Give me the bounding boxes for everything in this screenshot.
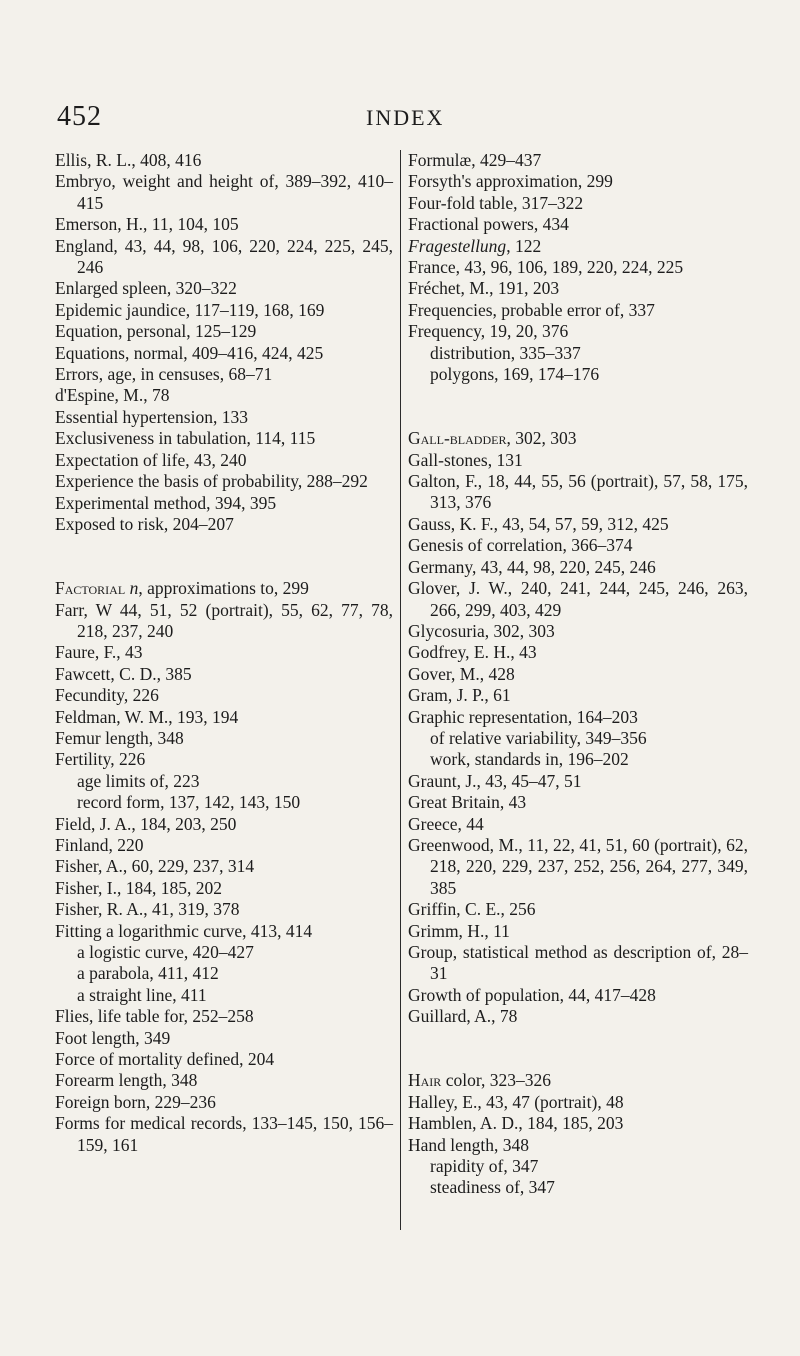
index-entry — [408, 707, 748, 728]
index-entry — [408, 278, 748, 299]
index-entry-text: Field, J. A., 184, 203, 250 — [55, 813, 237, 834]
index-entry — [408, 985, 748, 1006]
index-entry — [55, 878, 393, 899]
index-entry-text: Embryo, weight and height of, 389–392, 410–415 — [55, 171, 393, 213]
index-entry-text: Experience the basis of probability, 288–292 — [55, 471, 368, 492]
index-entry-text: Fisher, I., 184, 185, 202 — [55, 877, 223, 898]
index-entry — [55, 899, 393, 920]
index-entry-text: Genesis of correlation, 366–374 — [408, 535, 633, 556]
index-subentry — [408, 728, 748, 749]
index-column-right — [408, 150, 748, 1199]
index-entry-text: Faure, F., 43 — [55, 642, 143, 663]
index-entry — [408, 685, 748, 706]
index-entry-text: Force of mortality defined, 204 — [55, 1049, 275, 1070]
index-entry-text: polygons, 169, 174–176 — [430, 364, 600, 385]
index-entry — [408, 535, 748, 556]
index-entry — [408, 942, 748, 985]
index-entry-text: Forms for medical records, 133–145, 150, 156–159, 161 — [55, 1113, 393, 1155]
index-entry — [55, 685, 393, 706]
index-entry-text: of relative variability, 349–356 — [430, 727, 647, 748]
index-entry — [55, 343, 393, 364]
index-entry — [55, 856, 393, 877]
index-entry-text: Greenwood, M., 11, 22, 41, 51, 60 (portrait), 62, 218, 220, 229, 237, 252, 256, 264, 277, 349, 385 — [408, 834, 748, 898]
index-entry-text: , 122 — [506, 235, 542, 256]
index-entry-text: work, standards in, 196–202 — [430, 749, 629, 770]
index-entry-text: Feldman, W. M., 193, 194 — [55, 706, 239, 727]
index-entry — [55, 1070, 393, 1091]
index-entry-text: Forearm length, 348 — [55, 1070, 198, 1091]
index-entry-text: Expectation of life, 43, 240 — [55, 449, 247, 470]
index-entry — [55, 236, 393, 279]
index-entry — [55, 428, 393, 449]
index-entry-text: Femur length, 348 — [55, 727, 184, 748]
index-entry — [55, 1113, 393, 1156]
index-entry-text: Fertility, 226 — [55, 749, 146, 770]
index-entry-text: a logistic curve, 420–427 — [77, 942, 254, 963]
index-entry-text: Farr, W 44, 51, 52 (portrait), 55, 62, 77, 78, 218, 237, 240 — [55, 599, 393, 641]
index-entry-lead: Fragestellung — [408, 235, 507, 256]
index-entry — [55, 385, 393, 406]
index-subentry — [408, 364, 748, 385]
index-entry — [55, 835, 393, 856]
index-entry-text: Formulæ, 429–437 — [408, 150, 542, 170]
index-entry — [55, 471, 393, 492]
index-entry — [408, 835, 748, 899]
index-entry — [55, 707, 393, 728]
index-entry-text: Flies, life table for, 252–258 — [55, 1006, 254, 1027]
index-entry — [55, 921, 393, 942]
page-number: 452 — [57, 101, 102, 132]
index-entry — [55, 1028, 393, 1049]
index-entry — [408, 664, 748, 685]
index-entry-lead: Factorial — [55, 578, 126, 599]
index-entry-text: distribution, 335–337 — [430, 342, 581, 363]
index-entry-text: Grimm, H., 11 — [408, 920, 510, 941]
index-entry-text: Godfrey, E. H., 43 — [408, 642, 537, 663]
index-entry — [55, 1006, 393, 1027]
index-entry — [408, 621, 748, 642]
index-entry — [408, 792, 748, 813]
index-entry — [408, 150, 748, 171]
index-subentry — [55, 942, 393, 963]
index-entry-text: Germany, 43, 44, 98, 220, 245, 246 — [408, 556, 656, 577]
index-entry — [408, 1113, 748, 1134]
index-entry — [408, 450, 748, 471]
index-entry — [408, 1135, 748, 1156]
index-entry — [55, 321, 393, 342]
index-entry-text: Frequency, 19, 20, 376 — [408, 321, 569, 342]
index-entry-text: Graunt, J., 43, 45–47, 51 — [408, 770, 582, 791]
index-entry-variable: n — [129, 578, 139, 599]
index-entry-text: a straight line, 411 — [77, 984, 207, 1005]
index-subentry — [408, 1177, 748, 1198]
index-entry-text: Frequencies, probable error of, 337 — [408, 299, 655, 320]
index-entry-text: , 302, 303 — [506, 428, 577, 449]
index-entry-text: Essential hypertension, 133 — [55, 406, 248, 427]
index-entry — [408, 300, 748, 321]
index-entry-text: Graphic representation, 164–203 — [408, 706, 638, 727]
index-entry — [408, 321, 748, 342]
index-entry — [408, 214, 748, 235]
index-entry-text: England, 43, 44, 98, 106, 220, 224, 225, 245, 246 — [55, 235, 393, 278]
index-subentry — [55, 985, 393, 1006]
index-entry — [55, 214, 393, 235]
index-entry — [408, 171, 748, 192]
index-entry — [408, 1092, 748, 1113]
index-entry-text: Group, statistical method as description of, 28–31 — [408, 942, 748, 984]
index-entry-text: Equations, normal, 409–416, 424, 425 — [55, 342, 324, 363]
index-entry — [55, 1092, 393, 1113]
index-entry-text: Fecundity, 226 — [55, 685, 159, 706]
index-entry-text: Epidemic jaundice, 117–119, 168, 169 — [55, 299, 325, 320]
index-entry — [55, 578, 393, 599]
index-entry-text: Galton, F., 18, 44, 55, 56 (portrait), 57, 58, 175, 313, 376 — [408, 471, 748, 513]
index-entry-text: Finland, 220 — [55, 834, 144, 855]
index-entry-text: Fisher, R. A., 41, 319, 378 — [55, 899, 240, 920]
index-entry-text: Fawcett, C. D., 385 — [55, 663, 192, 684]
index-entry-text: Halley, E., 43, 47 (portrait), 48 — [408, 1091, 624, 1112]
index-entry — [408, 514, 748, 535]
running-head: INDEX — [366, 105, 445, 130]
index-entry-text: Exposed to risk, 204–207 — [55, 513, 234, 534]
index-entry-text: Ellis, R. L., 408, 416 — [55, 150, 202, 170]
index-entry — [408, 1006, 748, 1027]
index-entry — [408, 899, 748, 920]
index-entry-text: rapidity of, 347 — [430, 1156, 539, 1177]
index-entry — [55, 600, 393, 643]
column-divider — [400, 150, 401, 1230]
index-entry — [55, 407, 393, 428]
index-entry — [408, 257, 748, 278]
index-entry-text: Errors, age, in censuses, 68–71 — [55, 364, 273, 385]
index-entry-text: Glover, J. W., 240, 241, 244, 245, 246, 263, 266, 299, 403, 429 — [408, 578, 748, 620]
index-subentry — [408, 343, 748, 364]
index-entry-text: Fréchet, M., 191, 203 — [408, 278, 560, 299]
index-entry — [55, 814, 393, 835]
index-entry-text: Gauss, K. F., 43, 54, 57, 59, 312, 425 — [408, 513, 669, 534]
index-entry — [55, 450, 393, 471]
index-entry — [408, 1070, 748, 1091]
index-entry-text: Foot length, 349 — [55, 1027, 171, 1048]
index-entry-text: Foreign born, 229–236 — [55, 1091, 216, 1112]
index-entry-text: , approximations to, 299 — [138, 578, 309, 599]
index-entry — [55, 664, 393, 685]
index-entry-text: Fisher, A., 60, 229, 237, 314 — [55, 856, 255, 877]
index-entry-text: Great Britain, 43 — [408, 792, 527, 813]
index-entry — [408, 236, 748, 257]
index-entry-text: d'Espine, M., 78 — [55, 385, 170, 406]
index-entry — [55, 493, 393, 514]
index-entry-text: steadiness of, 347 — [430, 1177, 555, 1198]
index-entry — [55, 171, 393, 214]
index-entry — [55, 300, 393, 321]
index-entry-text: age limits of, 223 — [77, 770, 200, 791]
index-entry — [55, 278, 393, 299]
index-subentry — [55, 771, 393, 792]
index-entry-text: Experimental method, 394, 395 — [55, 492, 277, 513]
index-column-left — [55, 150, 393, 1156]
index-entry-text: Greece, 44 — [408, 813, 484, 834]
index-entry — [408, 471, 748, 514]
index-entry-text: Gover, M., 428 — [408, 663, 515, 684]
index-entry-text: Hand length, 348 — [408, 1134, 530, 1155]
index-entry — [408, 578, 748, 621]
index-entry — [55, 728, 393, 749]
index-entry-text: Equation, personal, 125–129 — [55, 321, 257, 342]
index-entry — [408, 557, 748, 578]
index-entry-text: Growth of population, 44, 417–428 — [408, 984, 656, 1005]
index-entry — [408, 642, 748, 663]
index-entry — [55, 364, 393, 385]
index-entry-text: Guillard, A., 78 — [408, 1006, 518, 1027]
index-entry — [55, 642, 393, 663]
page-header — [0, 101, 800, 141]
index-entry-text: a parabola, 411, 412 — [77, 963, 219, 984]
index-entry-text: Gall-stones, 131 — [408, 449, 523, 470]
index-entry-text: color, 323–326 — [441, 1070, 551, 1091]
index-subentry — [55, 792, 393, 813]
index-subentry — [408, 1156, 748, 1177]
index-entry — [408, 814, 748, 835]
index-entry — [55, 514, 393, 535]
index-entry — [55, 1049, 393, 1070]
index-entry-text: Fractional powers, 434 — [408, 214, 569, 235]
index-subentry — [55, 963, 393, 984]
index-entry — [55, 150, 393, 171]
index-entry — [408, 428, 748, 449]
index-entry-text: Gram, J. P., 61 — [408, 685, 511, 706]
index-entry-text: Enlarged spleen, 320–322 — [55, 278, 237, 299]
index-entry-text: Exclusiveness in tabulation, 114, 115 — [55, 428, 316, 449]
index-entry-text: Emerson, H., 11, 104, 105 — [55, 214, 239, 235]
index-entry-text: Hamblen, A. D., 184, 185, 203 — [408, 1113, 624, 1134]
index-entry-text: France, 43, 96, 106, 189, 220, 224, 225 — [408, 257, 684, 278]
index-entry-text: Four-fold table, 317–322 — [408, 192, 584, 213]
index-entry-text: Fitting a logarithmic curve, 413, 414 — [55, 920, 313, 941]
index-entry-text: Glycosuria, 302, 303 — [408, 620, 555, 641]
index-entry-lead: Hair — [408, 1070, 442, 1091]
index-entry-text: record form, 137, 142, 143, 150 — [77, 792, 301, 813]
index-entry — [55, 749, 393, 770]
index-entry — [408, 193, 748, 214]
index-entry — [408, 921, 748, 942]
index-entry — [408, 771, 748, 792]
index-entry-lead: Gall-bladder — [408, 428, 507, 449]
index-subentry — [408, 749, 748, 770]
index-entry-text: Griffin, C. E., 256 — [408, 899, 536, 920]
index-entry-text: Forsyth's approximation, 299 — [408, 171, 613, 192]
